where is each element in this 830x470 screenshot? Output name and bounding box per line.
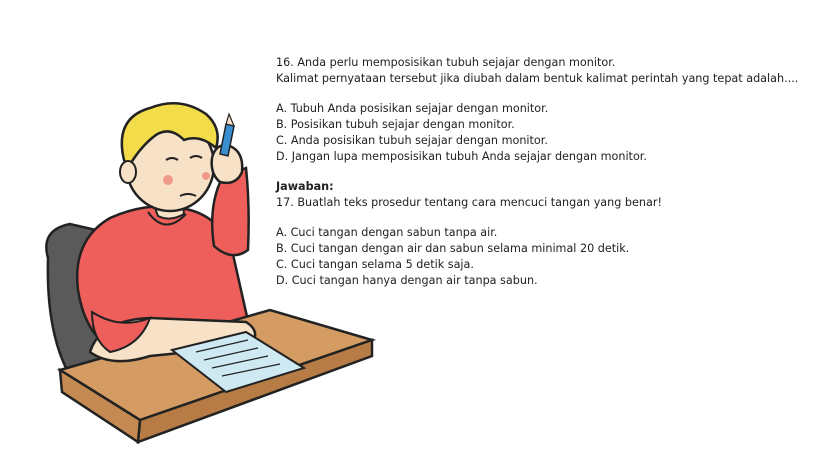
question-17-option-b: B. Cuci tangan dengan air dan sabun selama minimal 20 detik. xyxy=(276,242,630,255)
question-16 xyxy=(276,55,824,87)
question-17-options xyxy=(276,225,824,289)
question-16-option-c: C. Anda posisikan tubuh sejajar dengan monitor. xyxy=(276,134,548,147)
question-16-stem-line2: Kalimat pernyataan tersebut jika diubah dalam bentuk kalimat perintah yang tepat adalah.... xyxy=(276,72,799,85)
question-16-option-b: B. Posisikan tubuh sejajar dengan monitor. xyxy=(276,118,515,131)
question-17-option-d: D. Cuci tangan hanya dengan air tanpa sabun. xyxy=(276,274,538,287)
question-16-option-a: A. Tubuh Anda posisikan sejajar dengan monitor. xyxy=(276,102,549,115)
question-17-option-c: C. Cuci tangan selama 5 detik saja. xyxy=(276,258,474,271)
answer-label: Jawaban: xyxy=(276,180,334,193)
question-17 xyxy=(276,195,824,211)
question-17-option-a: A. Cuci tangan dengan sabun tanpa air. xyxy=(276,226,498,239)
question-content xyxy=(276,55,824,303)
question-16-option-d: D. Jangan lupa memposisikan tubuh Anda sejajar dengan monitor. xyxy=(276,150,647,163)
question-16-options xyxy=(276,101,824,165)
question-17-stem: 17. Buatlah teks prosedur tentang cara mencuci tangan yang benar! xyxy=(276,196,662,209)
question-16-stem-line1: 16. Anda perlu memposisikan tubuh sejajar dengan monitor. xyxy=(276,56,616,69)
